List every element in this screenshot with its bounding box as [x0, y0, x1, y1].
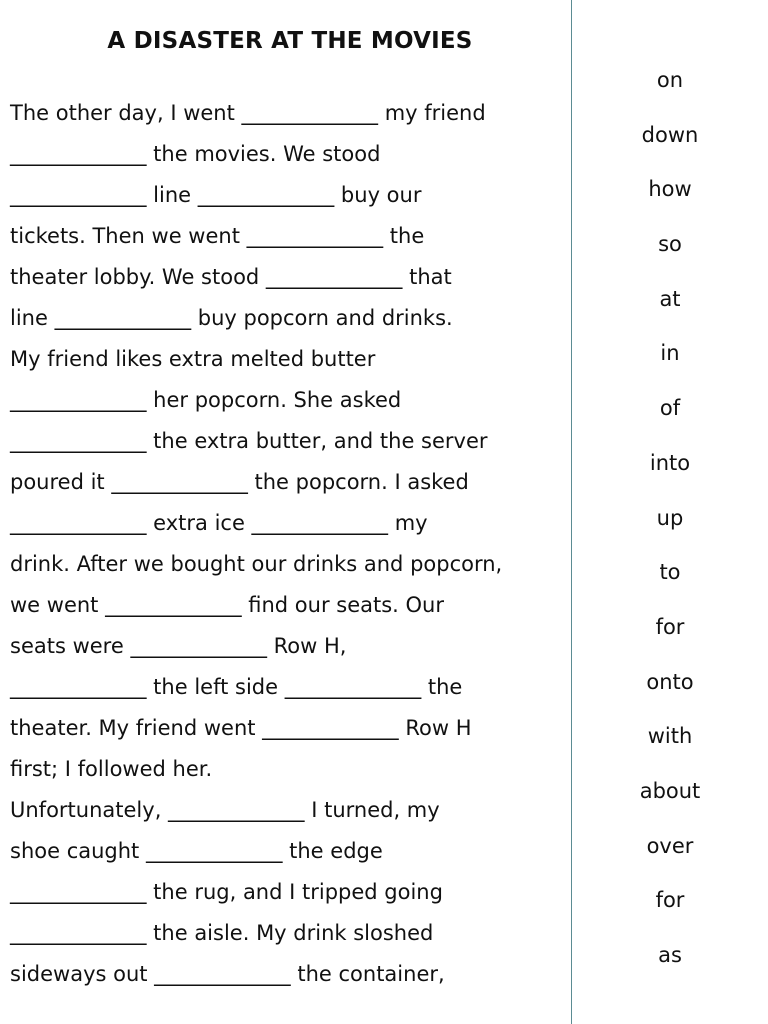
story-line: The other day, I went _____________ my friend: [10, 101, 486, 125]
story-line: _____________ the left side _____________ the: [10, 675, 463, 699]
word-bank-item: for: [655, 614, 685, 639]
story-line: seats were _____________ Row H,: [10, 634, 347, 658]
story-line: My friend likes extra melted butter: [10, 347, 376, 371]
story-line: _____________ the movies. We stood: [10, 142, 381, 166]
word-bank-item: about: [639, 778, 701, 803]
story-line: _____________ the rug, and I tripped going: [10, 880, 443, 904]
story-line: sideways out _____________ the container,: [10, 962, 445, 986]
word-bank-item: onto: [646, 669, 694, 694]
story-line: _____________ the extra butter, and the server: [10, 429, 488, 453]
word-bank-item: so: [658, 232, 682, 257]
story-line: _____________ line _____________ buy our: [10, 183, 422, 207]
word-bank-item: how: [648, 177, 692, 202]
story-line: theater. My friend went _____________ Row H: [10, 716, 472, 740]
story-line: theater lobby. We stood _____________ that: [10, 265, 452, 289]
story-line: _____________ extra ice _____________ my: [10, 511, 428, 535]
word-bank-item: over: [646, 833, 694, 858]
story-line: we went _____________ find our seats. Our: [10, 593, 444, 617]
story-line: poured it _____________ the popcorn. I asked: [10, 470, 469, 494]
word-bank-item: up: [656, 505, 684, 530]
story-line: line _____________ buy popcorn and drinks.: [10, 306, 453, 330]
word-bank-item: into: [649, 450, 691, 475]
story-line: first; I followed her.: [10, 757, 213, 781]
story-line: shoe caught _____________ the edge: [10, 839, 383, 863]
story-line: drink. After we bought our drinks and popcorn,: [10, 552, 503, 576]
word-bank-item: for: [655, 888, 685, 913]
word-bank-item: with: [647, 724, 693, 749]
story-line: Unfortunately, _____________ I turned, my: [10, 798, 440, 822]
word-bank-item: of: [659, 396, 681, 421]
word-bank-item: down: [641, 122, 699, 147]
word-bank: [572, 57, 768, 987]
word-bank-item: to: [659, 560, 681, 585]
worksheet-title: A DISASTER AT THE MOVIES: [107, 28, 473, 54]
word-bank-item: as: [658, 943, 682, 967]
word-bank-item: in: [660, 341, 680, 366]
story-line: _____________ the aisle. My drink sloshed: [10, 921, 434, 945]
word-bank-item: on: [656, 68, 684, 92]
story-line: _____________ her popcorn. She asked: [10, 388, 402, 412]
word-bank-item: at: [659, 286, 681, 311]
story-line: tickets. Then we went _____________ the: [10, 224, 425, 248]
story-text: [10, 93, 566, 995]
